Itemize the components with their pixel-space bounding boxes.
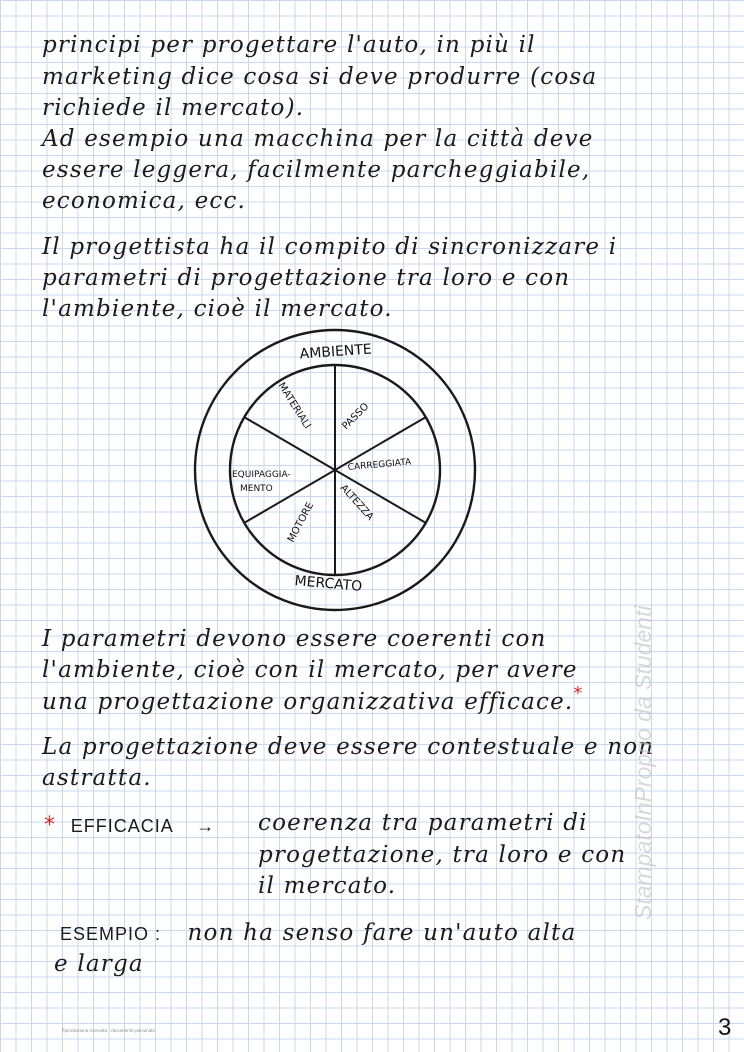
text-line: astratta. <box>42 765 152 791</box>
text-line: coerenza tra parametri di <box>258 810 588 836</box>
text-line <box>42 683 584 719</box>
text-line: parametri di progettazione tra loro e con <box>42 265 571 291</box>
text-line: Il progettista ha il compito di sincronizzare i <box>42 234 618 260</box>
example-label: ESEMPIO : <box>60 924 162 944</box>
parameters-wheel-diagram <box>190 325 480 615</box>
text-line: marketing dice cosa si deve produrre (cosa <box>42 64 598 90</box>
text-line: I parametri devono essere coerenti con <box>42 626 547 652</box>
text-line: essere leggera, facilmente parcheggiabile, <box>42 157 591 183</box>
text-line: il mercato. <box>258 873 397 899</box>
arrow-right-icon: → <box>196 816 216 836</box>
text-line: economica, ecc. <box>42 188 247 214</box>
red-asterisk-icon: * <box>44 813 57 838</box>
text-line: l'ambiente, cioè con il mercato, per avere <box>42 657 578 683</box>
label-ambiente: AMBIENTE <box>299 341 373 363</box>
text-span: non ha senso fare un'auto alta <box>187 920 577 946</box>
label-mercato: MERCATO <box>293 573 363 595</box>
page-number: 3 <box>718 1014 732 1041</box>
watermark-text: StampatoInProprio da Studenti <box>630 605 656 920</box>
sector-carreggiata: CARREGGIATA <box>347 457 412 473</box>
text-line: e larga <box>54 951 144 977</box>
text-span: una progettazione organizzativa efficace. <box>42 689 574 715</box>
text-line: l'ambiente, cioè il mercato. <box>42 296 393 322</box>
text-line: progettazione, tra loro e con <box>258 842 627 868</box>
footer-note: Riproduzione riservata - documento personale <box>62 1028 155 1033</box>
sector-altezza: ALTEZZA <box>337 482 376 523</box>
sector-motore: MOTORE <box>285 500 317 545</box>
sector-equipaggiamento: EQUIPAGGIA- <box>232 470 291 480</box>
text-line: principi per progettare l'auto, in più il <box>42 32 536 58</box>
red-asterisk-icon: * <box>573 683 584 704</box>
example-block <box>60 918 576 949</box>
text-line: Ad esempio una macchina per la città deve <box>42 126 594 152</box>
sector-equipaggiamento-2: MENTO <box>240 484 273 494</box>
text-line: richiede il mercato). <box>42 95 305 121</box>
efficacia-label: EFFICACIA <box>70 816 174 836</box>
sector-materiali: MATERIALI <box>275 380 313 432</box>
efficacia-note <box>44 810 215 841</box>
sector-passo: PASSO <box>340 401 372 433</box>
text-line: La progettazione deve essere contestuale e non <box>42 734 655 760</box>
